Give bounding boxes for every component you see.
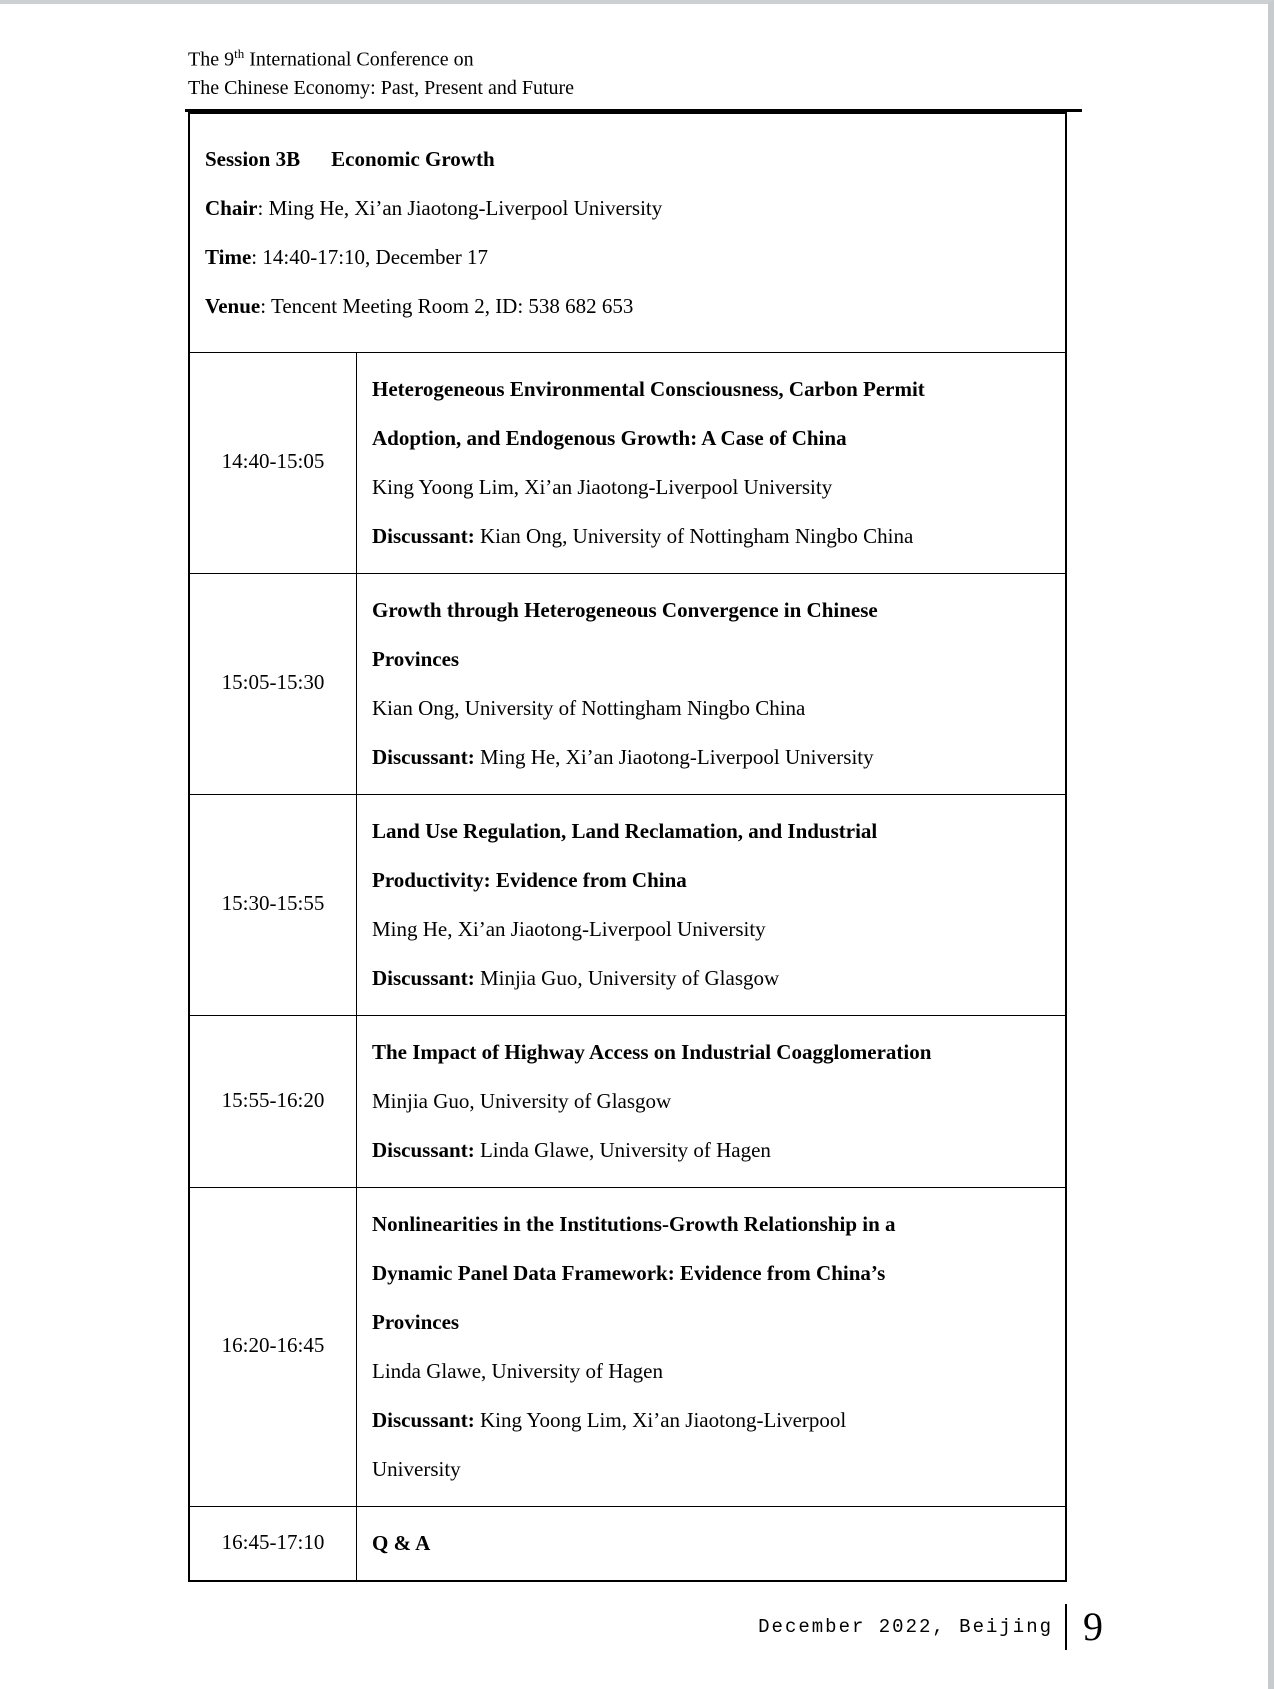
session-chair: Chair: Ming He, Xi’an Jiaotong-Liverpool University xyxy=(205,195,663,220)
time-slot: 15:30-15:55 xyxy=(190,795,357,1015)
paper-title-line: Nonlinearities in the Institutions-Growth Relationship in a xyxy=(372,1211,896,1236)
paper-details xyxy=(357,1507,1065,1580)
session-label: Session 3B xyxy=(205,146,301,171)
time-slot: 16:45-17:10 xyxy=(190,1507,357,1580)
discussant-line: University xyxy=(372,1456,461,1481)
time-slot: 15:05-15:30 xyxy=(190,574,357,794)
footer-date-place: December 2022, Beijing xyxy=(758,1615,1053,1638)
time-slot: 15:55-16:20 xyxy=(190,1016,357,1187)
discussant-label: Discussant: xyxy=(372,965,475,990)
paper-details xyxy=(357,1016,1065,1187)
session-title: Economic Growth xyxy=(331,146,495,171)
discussant-line: Discussant: King Yoong Lim, Xi’an Jiaotong-Liverpool xyxy=(372,1407,847,1432)
page-number: 9 xyxy=(1083,1603,1103,1649)
paper-title-line: Provinces xyxy=(372,1309,460,1334)
discussant-line: Discussant: Minjia Guo, University of Glasgow xyxy=(372,965,780,990)
paper-details xyxy=(357,353,1065,573)
presenter: Linda Glawe, University of Hagen xyxy=(372,1358,663,1383)
session-venue: Venue: Tencent Meeting Room 2, ID: 538 682 653 xyxy=(205,293,634,318)
schedule-row xyxy=(190,353,1065,574)
discussant-line: Discussant: Linda Glawe, University of Hagen xyxy=(372,1137,771,1162)
paper-title-line: Land Use Regulation, Land Reclamation, and Industrial xyxy=(372,818,878,843)
session-header-cell xyxy=(190,114,1065,353)
paper-title-line: The Impact of Highway Access on Industrial Coagglomeration xyxy=(372,1039,932,1064)
discussant-label: Discussant: xyxy=(372,744,475,769)
paper-details xyxy=(357,795,1065,1015)
schedule-rows xyxy=(190,353,1065,1580)
conference-name-line1: The 9th International Conference on xyxy=(188,46,474,71)
page-footer xyxy=(188,1604,1103,1650)
session-table xyxy=(188,112,1067,1582)
time-slot: 14:40-15:05 xyxy=(190,353,357,573)
discussant-label: Discussant: xyxy=(372,1137,475,1162)
ordinal-superscript: th xyxy=(234,46,245,61)
paper-title-line: Provinces xyxy=(372,646,460,671)
discussant-line: Discussant: Ming He, Xi’an Jiaotong-Liverpool University xyxy=(372,744,874,769)
time-slot: 16:20-16:45 xyxy=(190,1188,357,1506)
paper-details xyxy=(357,574,1065,794)
schedule-row xyxy=(190,1016,1065,1188)
session-heading xyxy=(205,135,1045,184)
conference-name-line2: The Chinese Economy: Past, Present and Future xyxy=(188,76,575,99)
paper-title-line: Dynamic Panel Data Framework: Evidence from China’s xyxy=(372,1260,886,1285)
running-head xyxy=(188,40,1268,102)
paper-title-line: Growth through Heterogeneous Convergence in Chinese xyxy=(372,597,878,622)
schedule-row xyxy=(190,1188,1065,1507)
presenter: King Yoong Lim, Xi’an Jiaotong-Liverpool University xyxy=(372,474,833,499)
paper-title-line: Heterogeneous Environmental Consciousness, Carbon Permit xyxy=(372,376,925,401)
discussant-label: Discussant: xyxy=(372,1407,475,1432)
schedule-row xyxy=(190,574,1065,795)
paper-title-line: Adoption, and Endogenous Growth: A Case of China xyxy=(372,425,847,450)
discussant-label: Discussant: xyxy=(372,523,475,548)
page-body xyxy=(0,4,1268,1650)
schedule-row xyxy=(190,1507,1065,1580)
paper-title-line: Q & A xyxy=(372,1530,431,1555)
paper-details xyxy=(357,1188,1065,1506)
presenter: Minjia Guo, University of Glasgow xyxy=(372,1088,672,1113)
presenter: Kian Ong, University of Nottingham Ningbo China xyxy=(372,695,806,720)
presenter: Ming He, Xi’an Jiaotong-Liverpool University xyxy=(372,916,766,941)
session-time: Time: 14:40-17:10, December 17 xyxy=(205,244,489,269)
paper-title-line: Productivity: Evidence from China xyxy=(372,867,687,892)
footer-divider xyxy=(1065,1604,1067,1650)
schedule-row xyxy=(190,795,1065,1016)
discussant-line: Discussant: Kian Ong, University of Nottingham Ningbo China xyxy=(372,523,914,548)
